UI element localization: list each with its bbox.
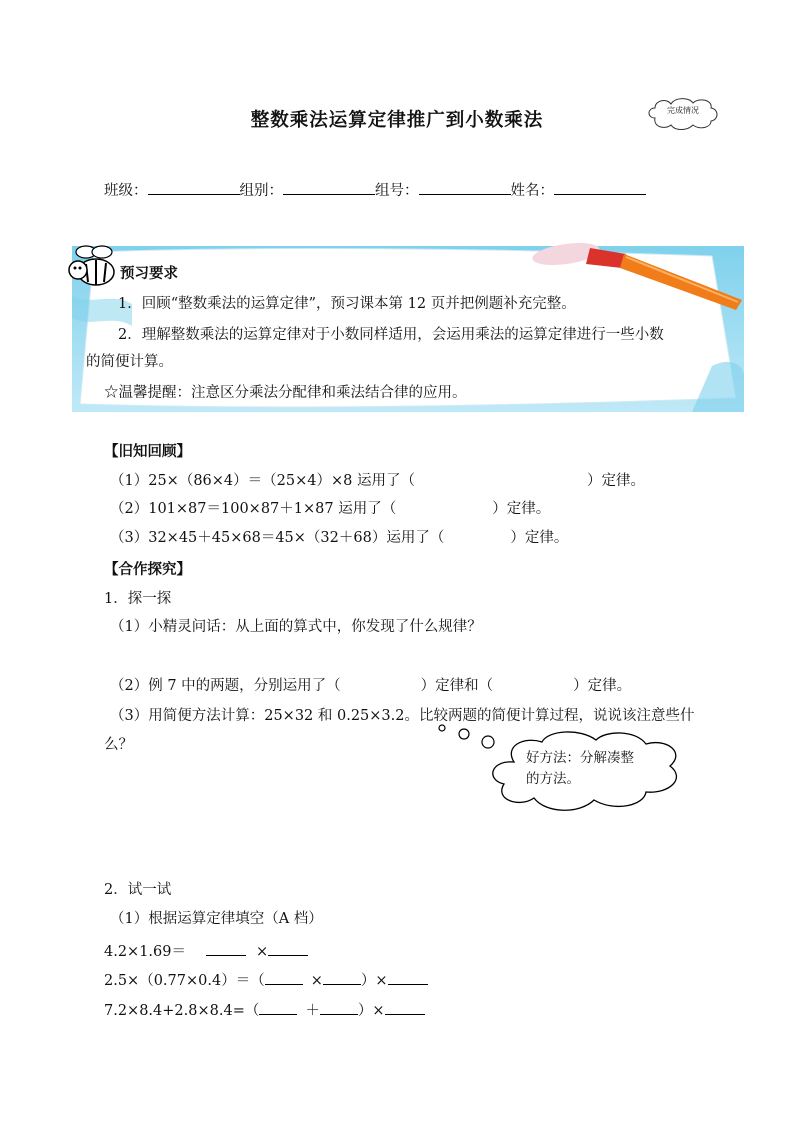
eq3-plus: ＋: [305, 1003, 320, 1019]
explore-q2-mid: ）定律和（: [420, 678, 494, 694]
review-q2: [110, 499, 550, 519]
eq1-text: 4.2×1.69＝: [104, 944, 186, 960]
name-field[interactable]: [554, 178, 646, 195]
bee-icon: [66, 244, 120, 290]
student-info-row: [104, 178, 646, 201]
number-field[interactable]: [419, 178, 511, 195]
completion-badge: [645, 96, 721, 132]
explore-q3b: 么？: [104, 737, 133, 753]
explore-part-1: 1．探一探: [104, 591, 172, 607]
eq1-blank-2[interactable]: [268, 939, 308, 956]
page-title: 整数乘法运算定律推广到小数乘法: [250, 110, 544, 131]
preview-heading: 预习要求: [120, 266, 178, 282]
class-label: 班级：: [104, 183, 148, 199]
name-label: 姓名：: [510, 183, 554, 199]
review-heading: 【旧知回顾】: [104, 444, 191, 460]
bubble-text: [526, 748, 666, 790]
eq2-blank-2[interactable]: [323, 968, 361, 985]
equation-1: [104, 939, 308, 962]
review-q3-end: ）定律。: [510, 530, 569, 546]
explore-q2-end: ）定律。: [573, 678, 632, 694]
eq3-blank-3[interactable]: [385, 998, 425, 1015]
preview-item-1: 1．回顾“整数乘法的运算定律”，预习课本第 12 页并把例题补充完整。: [118, 296, 576, 312]
explore-q2: [110, 676, 631, 696]
eq1-times: ×: [256, 944, 269, 960]
review-q1-text: （1）25×（86×4）＝（25×4）×8 运用了（: [110, 473, 415, 489]
try-q1: （1）根据运算定律填空（A 档）: [110, 911, 323, 927]
eq2-close: ）×: [360, 973, 388, 989]
bubble-line-1: 好方法：分解凑整: [526, 750, 634, 766]
preview-item-2a: 2．理解整数乘法的运算定律对于小数同样适用，会运用乘法的运算定律进行一些小数: [118, 327, 664, 343]
eq3-close: ）×: [357, 1003, 385, 1019]
review-q2-text: （2）101×87＝100×87＋1×87 运用了（: [110, 501, 397, 517]
eq3-text: 7.2×8.4+2.8×8.4=（: [104, 1003, 260, 1019]
explore-heading: 【合作探究】: [104, 562, 191, 578]
preview-tip: ☆温馨提醒：注意区分乘法分配律和乘法结合律的应用。: [104, 385, 467, 401]
eq3-blank-2[interactable]: [320, 998, 358, 1015]
eq2-times: ×: [310, 973, 323, 989]
class-field[interactable]: [148, 178, 240, 195]
explore-q3a: （3）用简便方法计算：25×32 和 0.25×3.2。比较两题的简便计算过程，说说该注意些什: [110, 708, 695, 724]
review-q3-text: （3）32×45＋45×68＝45×（32＋68）运用了（: [110, 530, 445, 546]
review-q1: [110, 471, 645, 491]
eq2-blank-1[interactable]: [265, 968, 303, 985]
eq2-text: 2.5×（0.77×0.4）＝（: [104, 973, 265, 989]
completion-badge-label: 完成情况: [667, 106, 699, 115]
preview-item-2b: 的简便计算。: [86, 354, 173, 370]
explore-q2-text: （2）例 7 中的两题，分别运用了（: [110, 678, 341, 694]
explore-q1: （1）小精灵问话：从上面的算式中，你发现了什么规律？: [110, 619, 482, 635]
eq1-blank-1[interactable]: [206, 939, 246, 956]
eq2-blank-3[interactable]: [388, 968, 428, 985]
number-label: 组号：: [375, 183, 419, 199]
review-q1-end: ）定律。: [586, 473, 645, 489]
explore-part-2: 2．试一试: [104, 882, 172, 898]
eq3-blank-1[interactable]: [259, 998, 297, 1015]
review-q2-end: ）定律。: [492, 501, 551, 517]
equation-2: [104, 968, 428, 991]
group-label: 组别：: [239, 183, 283, 199]
bubble-line-2: 的方法。: [526, 771, 580, 787]
review-q3: [110, 528, 568, 548]
equation-3: [104, 998, 425, 1021]
group-field[interactable]: [283, 178, 375, 195]
